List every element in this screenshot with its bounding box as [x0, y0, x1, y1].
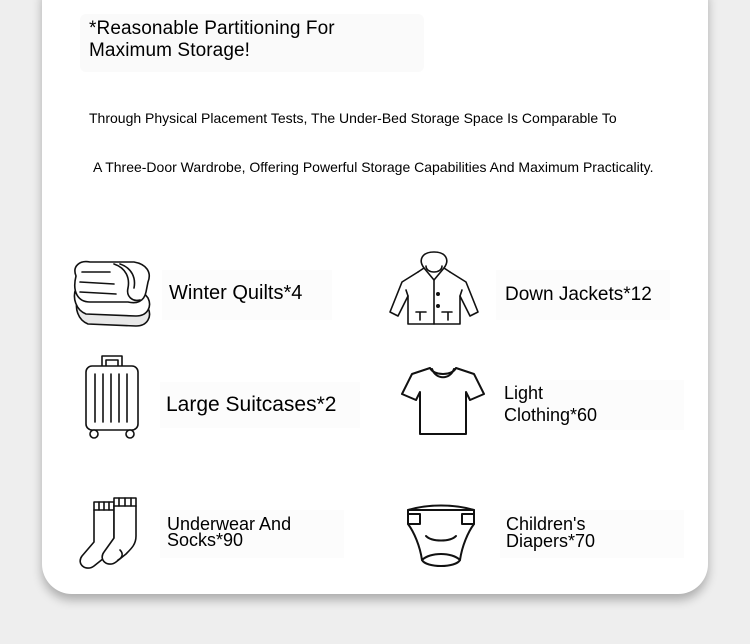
item-down-jackets: [496, 270, 670, 320]
item-label-text: Large Suitcases*2: [166, 393, 337, 416]
item-underwear-socks: [160, 510, 344, 558]
heading-line-1: *Reasonable Partitioning For: [89, 18, 335, 39]
item-label-text: [506, 516, 595, 550]
item-label-line-1: Light: [504, 383, 544, 403]
description-line-2: A Three-Door Wardrobe, Offering Powerful Storage Capabilities And Maximum Practicality.: [93, 159, 654, 175]
item-large-suitcases: [160, 382, 360, 428]
description-line-1: Through Physical Placement Tests, The Under-Bed Storage Space Is Comparable To: [89, 110, 617, 126]
suitcase-icon: [82, 354, 142, 440]
item-label-text: [167, 516, 291, 548]
item-light-clothing: [500, 380, 684, 430]
folded-quilt-icon: [70, 258, 154, 330]
item-childrens-diapers: [500, 510, 684, 558]
item-label-text: Down Jackets*12: [505, 284, 652, 305]
item-label-line-2: Socks*90: [167, 530, 244, 550]
item-label-line-1: Underwear And: [167, 514, 292, 534]
heading-line-2: Maximum Storage!: [89, 40, 251, 61]
item-label-text: Winter Quilts*4: [169, 282, 303, 304]
socks-icon: [76, 496, 142, 572]
item-label-text: [504, 382, 597, 426]
diaper-icon: [404, 502, 478, 572]
jacket-icon: [388, 250, 480, 328]
item-label-line-2: Diapers*70: [506, 531, 596, 551]
item-winter-quilts: [162, 270, 332, 320]
page-heading: [89, 18, 335, 62]
item-label-line-1: Children's: [506, 514, 586, 534]
item-label-line-2: Clothing*60: [504, 405, 598, 425]
t-shirt-icon: [400, 364, 486, 438]
